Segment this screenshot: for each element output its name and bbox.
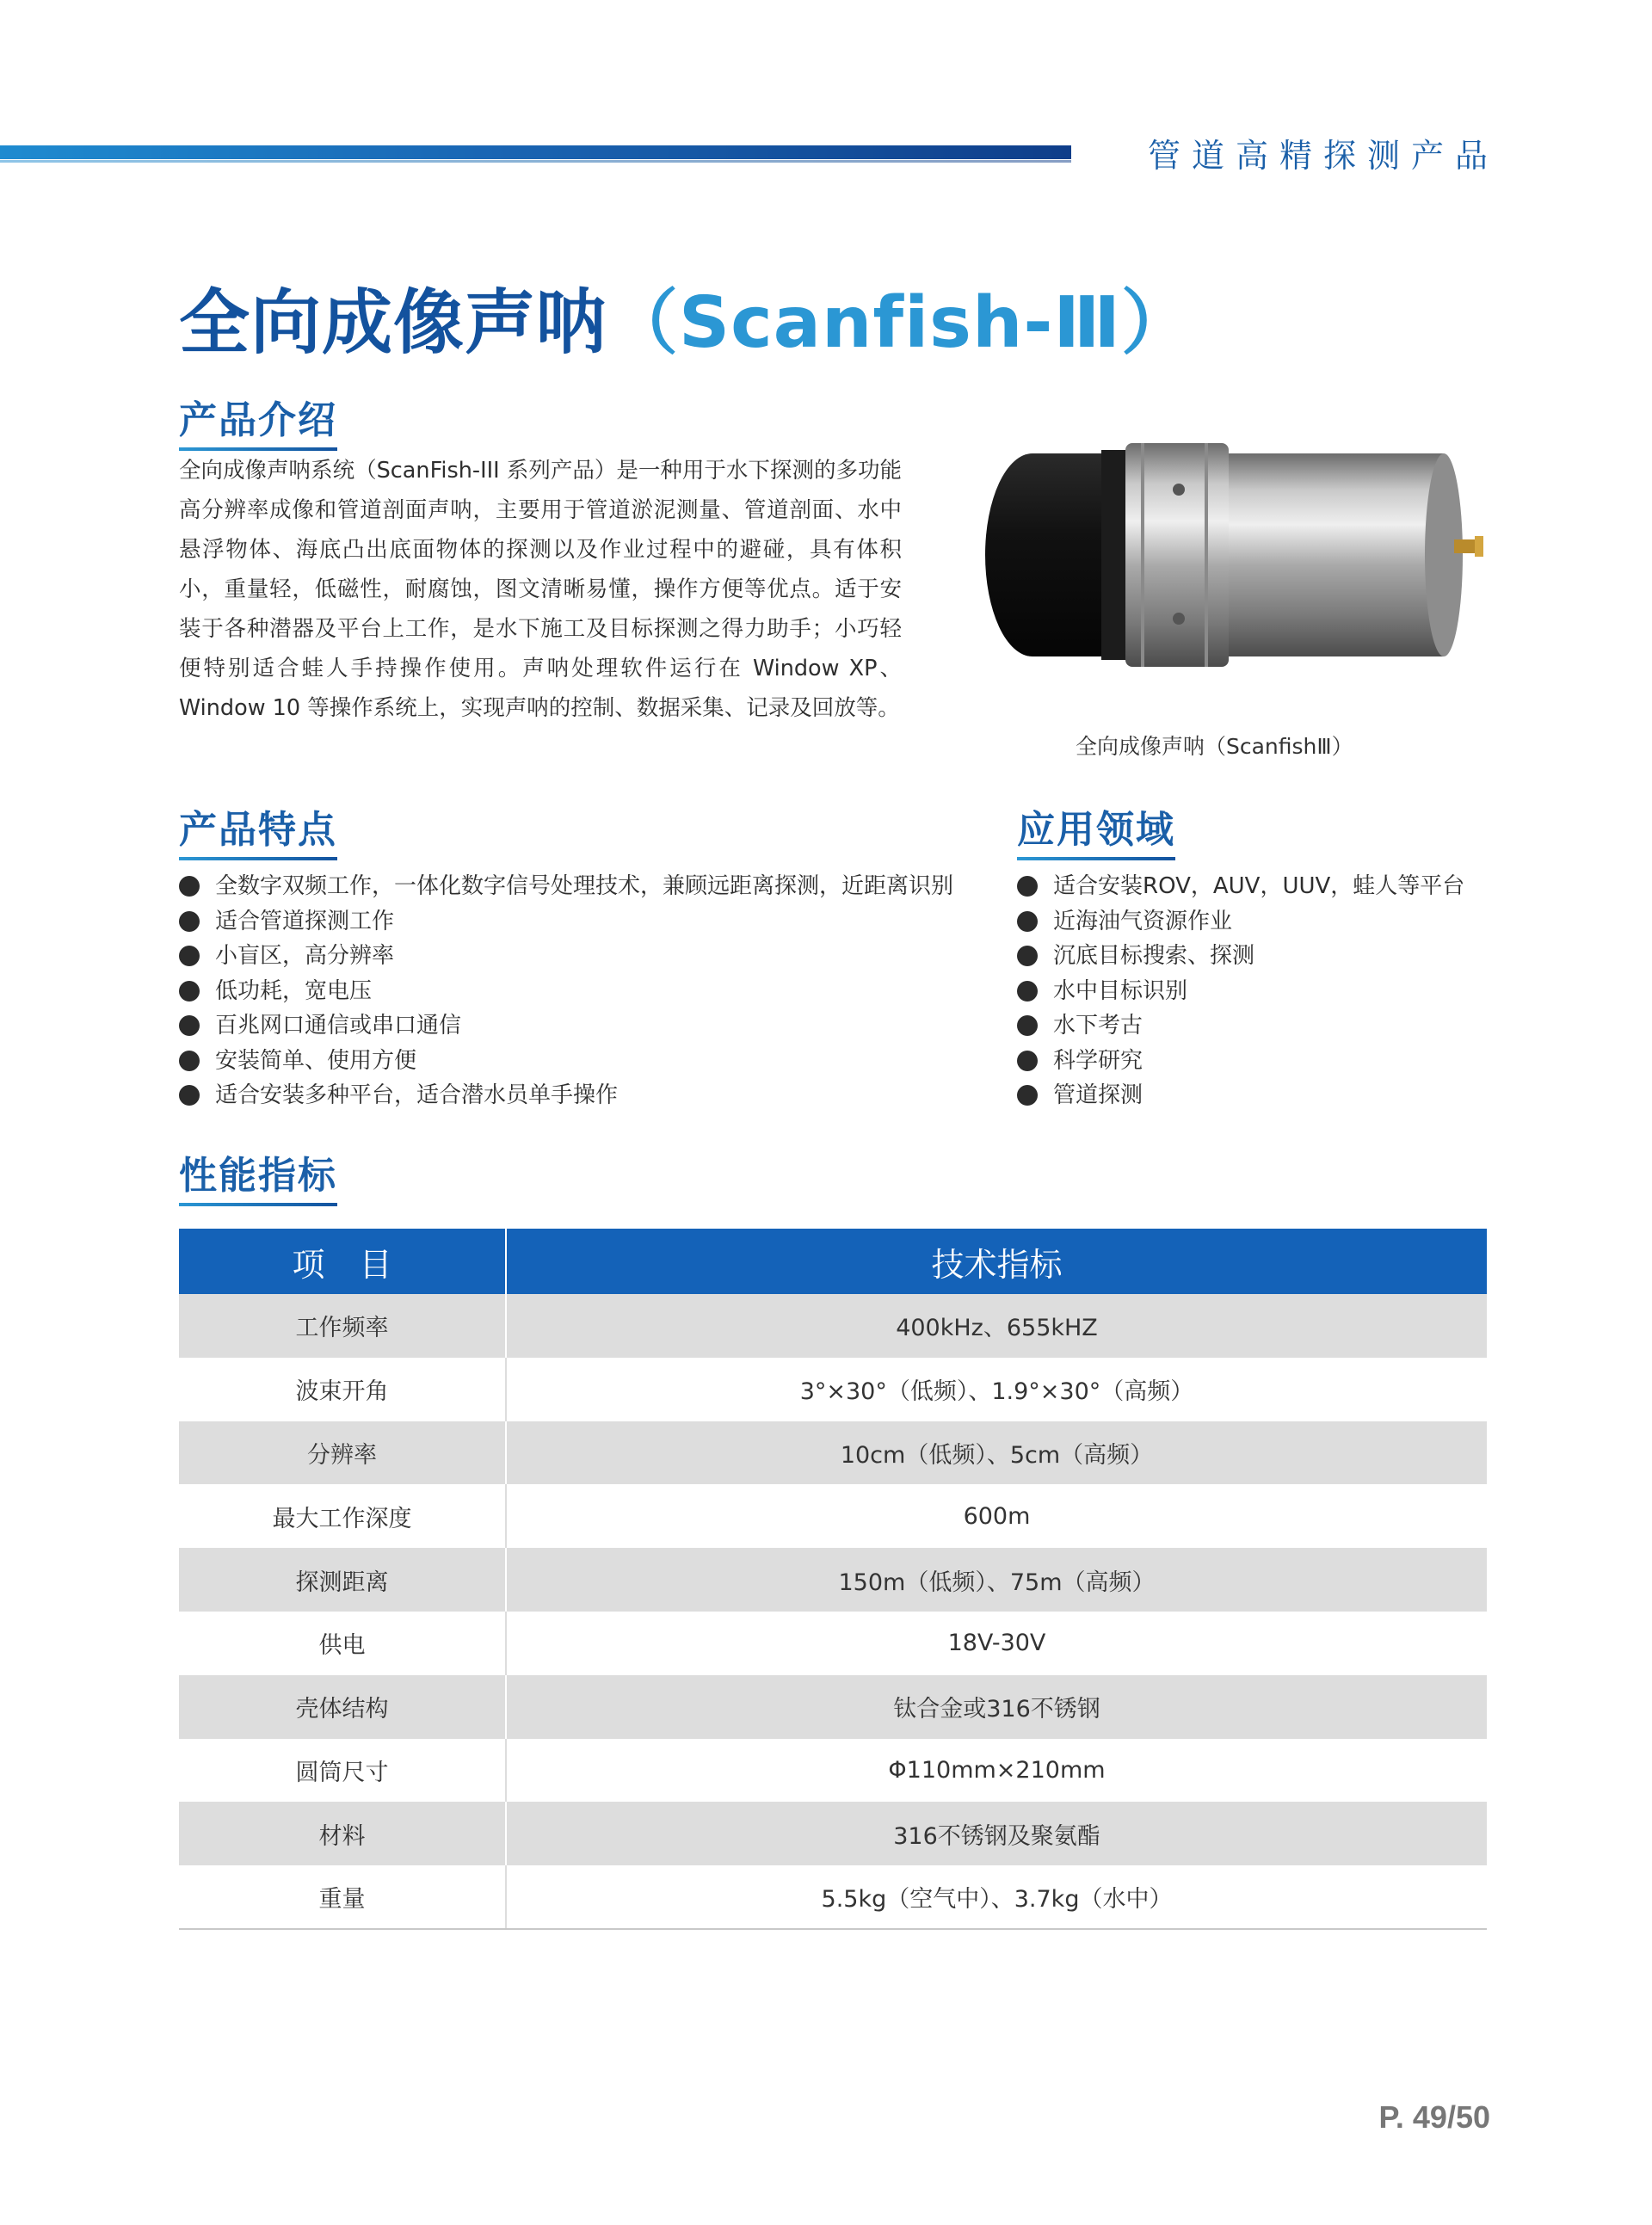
list-item: 水中目标识别 [1017,974,1464,1009]
list-item: 适合安装多种平台，适合潜水员单手操作 [179,1078,953,1113]
table-row [179,1294,1487,1358]
bullet-icon [1017,981,1038,1002]
spec-table [179,1229,1487,1930]
spec-item: 探测距离 [179,1548,506,1612]
applications-list [1017,869,1464,1113]
list-item: 管道探测 [1017,1078,1464,1113]
bullet-icon [179,981,200,1002]
table-row [179,1865,1487,1929]
spec-item: 工作频率 [179,1294,506,1358]
image-caption: 全向成像声呐（ScanfishⅢ） [1076,734,1353,759]
spec-value: 316不锈钢及聚氨酯 [506,1802,1487,1865]
table-row [179,1675,1487,1739]
column-header-value: 技术指标 [506,1229,1487,1294]
list-item: 水下考古 [1017,1008,1464,1044]
spec-value: Φ110mm×210mm [506,1739,1487,1803]
spec-item: 分辨率 [179,1421,506,1485]
series-title: 管道高精探测产品 [1147,137,1499,175]
list-item: 低功耗，宽电压 [179,974,953,1009]
spec-value: 18V-30V [506,1612,1487,1675]
spec-item: 最大工作深度 [179,1484,506,1548]
table-row [179,1802,1487,1865]
spec-value: 钛合金或316不锈钢 [506,1675,1487,1739]
spec-item: 供电 [179,1612,506,1675]
list-item: 百兆网口通信或串口通信 [179,1008,953,1044]
specs-heading: 性能指标 [179,1144,337,1206]
spec-value: 10cm（低频）、5cm（高频） [506,1421,1487,1485]
page-title [179,267,1193,367]
table-row [179,1484,1487,1548]
list-item: 近海油气资源作业 [1017,904,1464,940]
bullet-icon [179,876,200,897]
table-header-row [179,1229,1487,1294]
title-model: （Scanfish-Ⅲ） [607,282,1193,364]
spec-value: 150m（低频）、75m（高频） [506,1548,1487,1612]
spec-value: 3°×30°（低频）、1.9°×30°（高频） [506,1358,1487,1421]
applications-heading: 应用领域 [1017,798,1175,860]
column-header-item: 项目 [179,1229,506,1294]
list-item: 科学研究 [1017,1044,1464,1079]
bullet-icon [179,1015,200,1036]
table-row [179,1548,1487,1612]
bullet-icon [1017,1085,1038,1106]
list-item: 沉底目标搜索、探测 [1017,939,1464,974]
title-cn: 全向成像声呐 [179,282,608,364]
table-row [179,1739,1487,1803]
spec-value: 400kHz、655kHZ [506,1294,1487,1358]
bullet-icon [1017,911,1038,932]
table-row [179,1421,1487,1485]
intro-paragraph: 全向成像声呐系统（ScanFish-III 系列产品）是一种用于水下探测的多功能高分辨率成像和管道剖面声呐，主要用于管道淤泥测量、管道剖面、水中悬浮物体、海底凸出底面物体的探测以及作业过程中的避碰，具有体积小，重量轻，低磁性，耐腐蚀，图文清晰易懂，操作方便等优点。适于安装于各种潜器及平台上工作，是水下施工及目标探测之得力助手；小巧轻便特别适合蛙人手持操作使用。声呐处理软件运行在 Window XP、Window 10 等操作系统上，实现声呐的控制、数据采集、记录及回放等。 [179,458,902,721]
bullet-icon [179,911,200,932]
spec-item: 壳体结构 [179,1675,506,1739]
spec-item: 波束开角 [179,1358,506,1421]
list-item: 小盲区，高分辨率 [179,939,953,974]
product-image [972,435,1489,675]
features-heading: 产品特点 [179,798,337,860]
list-item: 安装简单、使用方便 [179,1044,953,1079]
table-row [179,1612,1487,1675]
bullet-icon [1017,1015,1038,1036]
page-number: P. 49/50 [1378,2099,1490,2135]
spec-value: 5.5kg（空气中）、3.7kg（水中） [506,1865,1487,1929]
bullet-icon [1017,946,1038,966]
bullet-icon [179,1085,200,1106]
spec-item: 重量 [179,1865,506,1929]
spec-item: 材料 [179,1802,506,1865]
header-band [0,145,1071,159]
spec-value: 600m [506,1484,1487,1548]
list-item: 适合安装ROV，AUV，UUV，蛙人等平台 [1017,869,1464,904]
spec-item: 圆筒尺寸 [179,1739,506,1803]
bullet-icon [179,1051,200,1071]
intro-heading: 产品介绍 [179,389,337,451]
bullet-icon [179,946,200,966]
table-row [179,1358,1487,1421]
features-list [179,869,953,1113]
list-item: 全数字双频工作，一体化数字信号处理技术，兼顾远距离探测，近距离识别 [179,869,953,904]
list-item: 适合管道探测工作 [179,904,953,940]
bullet-icon [1017,1051,1038,1071]
bullet-icon [1017,876,1038,897]
